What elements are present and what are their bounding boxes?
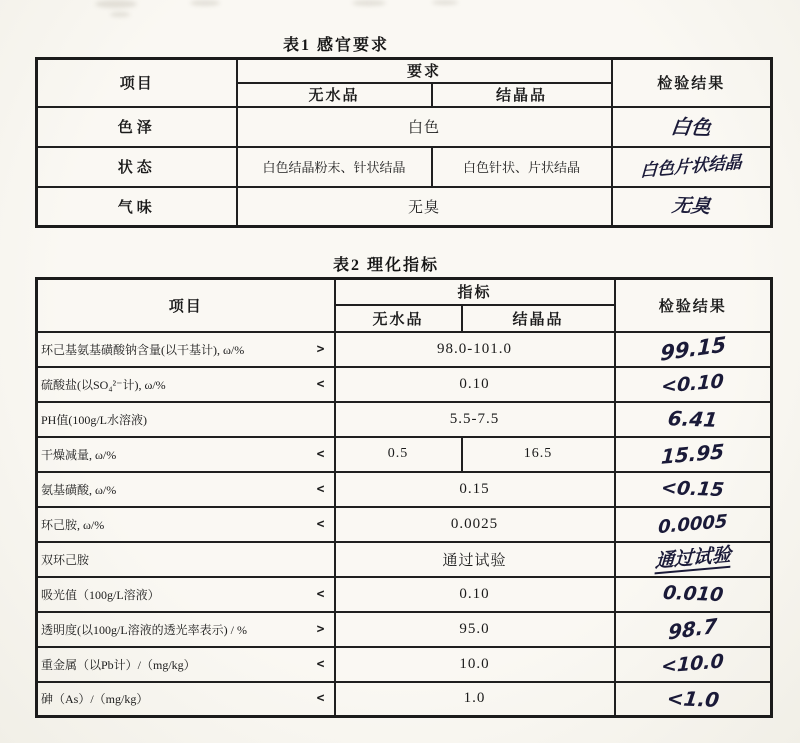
indicator-value-cell: 95.0: [335, 612, 615, 647]
item-cell: 环己基氨基磺酸钠含量(以干基计), ω/% >: [37, 332, 335, 367]
table-row: [37, 107, 772, 147]
indicator-value-cell: 0.10: [335, 577, 615, 612]
comparison-operator: <: [316, 656, 325, 672]
scan-smudge: [95, 0, 137, 8]
requirement-anhydrous-cell: 白色结晶粉末、针状结晶: [237, 147, 432, 187]
comparison-operator: <: [316, 481, 325, 497]
table-row: [37, 507, 772, 542]
handwritten-result-cell: 无臭: [612, 187, 772, 227]
item-cell: 环己胺, ω/% <: [37, 507, 335, 542]
scan-smudge: [352, 0, 386, 6]
comparison-operator: <: [316, 586, 325, 602]
indicator-value-cell: 5.5-7.5: [335, 402, 615, 437]
column-header-result: 检验结果: [615, 279, 772, 332]
item-cell: 氨基磺酸, ω/% <: [37, 472, 335, 507]
handwritten-result-cell: 99.15: [615, 332, 772, 367]
comparison-operator: <: [316, 516, 325, 532]
scan-smudge: [110, 12, 130, 17]
table-row: [37, 647, 772, 682]
handwritten-result-cell: 白色: [612, 107, 772, 147]
table-row: [37, 682, 772, 717]
item-cell: PH值(100g/L水溶液): [37, 402, 335, 437]
table1-title: 表1 感官要求: [283, 37, 390, 54]
requirement-cell: 白色: [237, 107, 612, 147]
item-cell: 气味: [37, 187, 237, 227]
indicator-value-cell: 0.0025: [335, 507, 615, 542]
handwritten-result-cell: 98.7: [615, 612, 772, 647]
column-header-result: 检验结果: [612, 59, 772, 107]
comparison-operator: >: [316, 341, 325, 357]
table2-header-row: [37, 279, 772, 305]
item-cell: 干燥减量, ω/% <: [37, 437, 335, 472]
table-row: [37, 187, 772, 227]
column-header-item: 项目: [37, 279, 335, 332]
scan-smudge: [432, 0, 458, 5]
requirement-cell: 无臭: [237, 187, 612, 227]
handwritten-result-cell: 6.41: [615, 402, 772, 437]
table1-header-row: [37, 59, 772, 83]
table-row: [37, 367, 772, 402]
comparison-operator: <: [316, 691, 325, 707]
table-row: [37, 542, 772, 577]
column-header-anhydrous: 无水品: [237, 83, 432, 107]
requirement-crystalline-cell: 白色针状、片状结晶: [432, 147, 612, 187]
indicator-crystalline-cell: 16.5: [462, 437, 615, 472]
sensory-requirements-table: [35, 57, 773, 228]
column-header-requirement: 要求: [237, 59, 612, 83]
item-cell: 砷（As）/（mg/kg） <: [37, 682, 335, 717]
table-row: [37, 577, 772, 612]
item-cell: 重金属（以Pb计）/（mg/kg） <: [37, 647, 335, 682]
item-cell: 双环己胺: [37, 542, 335, 577]
table2-title: 表2 理化指标: [333, 257, 440, 274]
handwritten-result-cell: 白色片状结晶: [612, 147, 772, 187]
comparison-operator: >: [316, 621, 325, 637]
column-header-crystalline: 结晶品: [432, 83, 612, 107]
item-cell: 透明度(以100g/L溶液的透光率表示) / % >: [37, 612, 335, 647]
handwritten-result-cell: 通过试验: [615, 542, 772, 577]
indicator-value-cell: 0.10: [335, 367, 615, 402]
handwritten-result-cell: <0.15: [615, 472, 772, 507]
table-row: [37, 612, 772, 647]
handwritten-result-cell: 0.010: [615, 577, 772, 612]
handwritten-result-cell: <1.0: [615, 682, 772, 717]
table-row: [37, 472, 772, 507]
indicator-value-cell: 98.0-101.0: [335, 332, 615, 367]
item-cell: 吸光值（100g/L溶液） <: [37, 577, 335, 612]
handwritten-result-cell: 15.95: [615, 437, 772, 472]
physicochemical-indicators-table: [35, 277, 773, 718]
item-cell: 硫酸盐(以SO₄²⁻计), ω/% <: [37, 367, 335, 402]
handwritten-result-cell: 0.0005: [615, 507, 772, 542]
scan-smudge: [190, 0, 220, 6]
handwritten-result-cell: <10.0: [615, 647, 772, 682]
item-cell: 色泽: [37, 107, 237, 147]
comparison-operator: <: [316, 446, 325, 462]
table-row: [37, 437, 772, 472]
indicator-value-cell: 0.15: [335, 472, 615, 507]
indicator-value-cell: 1.0: [335, 682, 615, 717]
table-row: [37, 402, 772, 437]
indicator-value-cell: 通过试验: [335, 542, 615, 577]
indicator-anhydrous-cell: 0.5: [335, 437, 462, 472]
column-header-crystalline: 结晶品: [462, 305, 615, 332]
item-cell: 状态: [37, 147, 237, 187]
column-header-anhydrous: 无水品: [335, 305, 462, 332]
indicator-value-cell: 10.0: [335, 647, 615, 682]
column-header-item: 项目: [37, 59, 237, 107]
handwritten-result-cell: <0.10: [615, 367, 772, 402]
table-row: [37, 332, 772, 367]
column-header-indicator: 指标: [335, 279, 615, 305]
table-row: [37, 147, 772, 187]
comparison-operator: <: [316, 376, 325, 392]
